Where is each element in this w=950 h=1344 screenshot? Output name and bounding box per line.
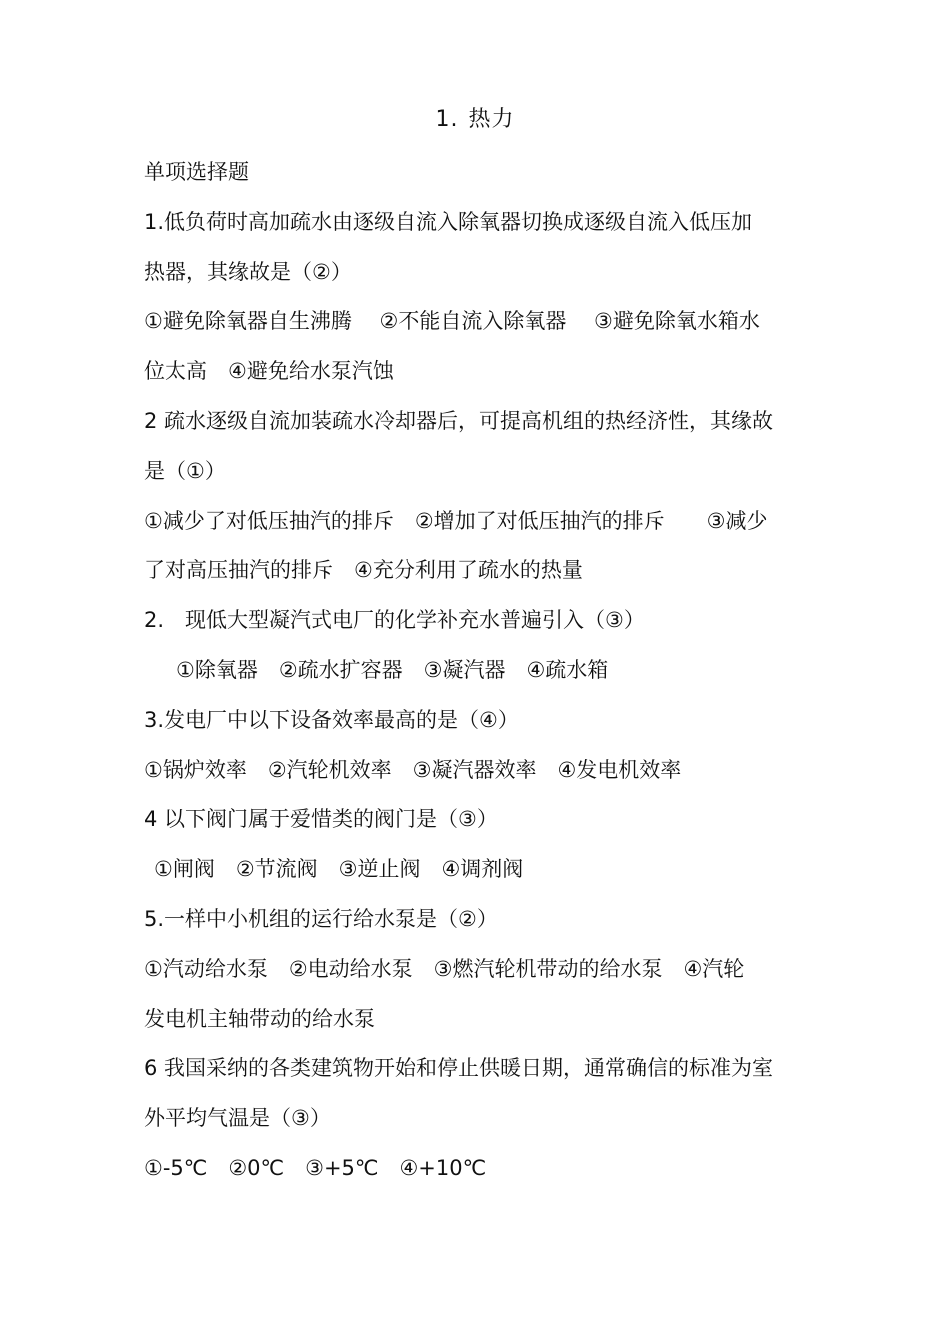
question-5-options-line-1: ①汽动给水泵 ②电动给水泵 ③燃汽轮机带动的给水泵 ④汽轮: [144, 956, 745, 981]
document-body: [144, 148, 824, 1194]
question-1-line-1: 1.低负荷时高加疏水由逐级自流入除氧器切换成逐级自流入低压加: [144, 209, 753, 234]
question-4-line: 4 以下阀门属于爱惜类的阀门是（③）: [144, 807, 498, 832]
question-5-options-line-2: 发电机主轴带动的给水泵: [144, 1006, 375, 1031]
question-5-line: 5.一样中小机组的运行给水泵是（②）: [144, 906, 498, 931]
question-4-options: ①闸阀 ②节流阀 ③逆止阀 ④调剂阀: [154, 857, 524, 882]
question-1-options-line-1: ①避免除氧器自生沸腾 ②不能自流入除氧器 ③避免除氧水箱水: [144, 309, 760, 334]
question-3-line: 3.发电厂中以下设备效率最高的是（④）: [144, 707, 519, 732]
question-2-options-line-2: 了对高压抽汽的排斥 ④充分利用了疏水的热量: [144, 558, 583, 583]
question-2b-line: 2. 现低大型凝汽式电厂的化学补充水普遍引入（③）: [144, 608, 645, 633]
question-2-line-2: 是（①）: [144, 458, 226, 483]
question-6-options: ①-5℃ ②0℃ ③+5℃ ④+10℃: [144, 1155, 487, 1180]
question-2-line-1: 2 疏水逐级自流加装疏水冷却器后，可提高机组的热经济性，其缘故: [144, 408, 774, 433]
question-6-line-1: 6 我国采纳的各类建筑物开始和停止供暖日期，通常确信的标准为室: [144, 1056, 774, 1081]
title-text: 热力: [468, 107, 515, 132]
question-3-options: ①锅炉效率 ②汽轮机效率 ③凝汽器效率 ④发电机效率: [144, 757, 682, 782]
question-6-line-2: 外平均气温是（③）: [144, 1106, 331, 1131]
question-1-line-2: 热器，其缘故是（②）: [144, 259, 352, 284]
question-2b-options: ①除氧器 ②疏水扩容器 ③凝汽器 ④疏水箱: [176, 657, 609, 682]
page-title: [0, 104, 950, 136]
title-number: 1.: [435, 107, 459, 132]
question-2-options-line-1: ①减少了对低压抽汽的排斥 ②增加了对低压抽汽的排斥 ③减少: [144, 508, 768, 533]
section-heading: 单项选择题: [144, 160, 249, 184]
question-1-options-line-2: 位太高 ④避免给水泵汽蚀: [144, 359, 394, 384]
